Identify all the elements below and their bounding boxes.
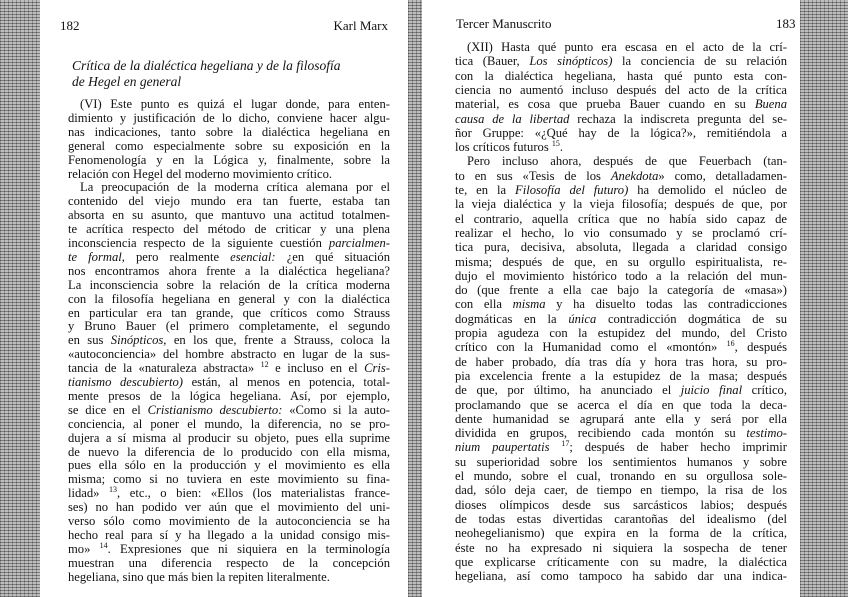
text-segment: que explicarse críticamente con su madre, la dialéctica: [455, 554, 787, 569]
text-line: [455, 512, 787, 526]
text-line: [455, 197, 787, 211]
text-segment: dujera a sí misma al producir su objeto, pues ella suprime: [68, 430, 390, 445]
text-line: [455, 569, 787, 583]
text-segment: realizar el hecho, lo vio consumado y se proclamó crí-: [455, 225, 787, 240]
text-segment: Pero incluso ahora, después de que Feuerbach (tan-: [467, 154, 787, 169]
text-segment: pues ella sólo en la producción y el movimiento es ella: [68, 458, 390, 473]
text-line: [68, 153, 390, 167]
text-segment: [549, 440, 561, 454]
text-segment: el contrario, aquella crítica que no había sido capaz de: [455, 211, 787, 226]
text-segment: de todas estas divertidas carantoñas del idealismo (del: [455, 511, 787, 526]
text-segment: mo»: [68, 541, 100, 556]
running-head: Karl Marx: [333, 18, 388, 33]
section-title-line: Crítica de la dialéctica hegeliana y de la filosofía: [72, 58, 341, 73]
text-line: [68, 500, 390, 514]
text-segment: se dice en el: [68, 402, 148, 417]
text-segment: y ha disuelto todas las contradicciones: [545, 297, 787, 312]
italic-text: Anekdota: [610, 168, 659, 183]
text-segment: contradicción dogmática de su: [596, 311, 787, 326]
text-segment: relación con Hegel del moderno movimiento crítico.: [68, 166, 333, 181]
text-line: [68, 306, 390, 320]
text-line: [455, 297, 787, 311]
text-line: [455, 226, 787, 240]
text-segment: están, al menos en potencia, total-: [182, 375, 391, 389]
italic-text: parcialmen-: [328, 236, 390, 250]
page-number: 183: [776, 16, 796, 31]
text-segment: dividida en grupos, recibiendo cada montón su: [455, 426, 747, 441]
text-segment: La preocupación de la moderna crítica alemana por el: [80, 180, 390, 195]
text-line: [455, 269, 787, 283]
text-segment: Fenomenología y en la Lógica y, finalmente, sobre la: [68, 152, 390, 167]
text-line: [68, 375, 390, 389]
text-line: [68, 417, 390, 431]
text-line: [455, 541, 787, 555]
text-segment: rechaza la indiscreta pregunta del se-: [569, 111, 787, 126]
text-line: [68, 556, 390, 570]
text-segment: hegeliana, sino que más bien la repiten literalmente.: [68, 569, 330, 584]
right-page: [422, 0, 802, 597]
text-segment: ciencia no aumentó incluso después del acto de la crítica: [455, 82, 787, 97]
text-line: [455, 526, 787, 540]
text-segment: (XII) Hasta qué punto era escasa en el acto de la crí-: [467, 40, 787, 54]
text-line: [68, 361, 390, 375]
text-segment: crítico con la Humanidad como el «montón»: [455, 340, 727, 355]
text-line: [455, 326, 787, 340]
text-line: [455, 83, 787, 97]
text-segment: dioses olímpicos desde sus sarcásticos labios; después: [455, 497, 787, 512]
text-line: [455, 283, 787, 297]
text-segment: dogmáticas en la: [455, 311, 569, 326]
italic-text: Filosofía del futuro): [515, 183, 629, 197]
text-line: [455, 369, 787, 383]
italic-text: causa de la libertad: [455, 111, 570, 126]
text-segment: con ella: [455, 297, 513, 312]
italic-text: misma: [512, 297, 546, 312]
italic-text: Buena: [754, 97, 787, 112]
text-segment: propia agudeza con la estupidez del mundo, del Cristo: [455, 326, 787, 340]
text-segment: inconsciencia respecto de la siguiente cuestión: [68, 236, 329, 250]
text-segment: mente presos de la lógica hegeliana. Así, por ejemplo,: [68, 388, 390, 403]
text-segment: to en sus «Tesis de los: [455, 168, 611, 183]
italic-text: testimo-: [746, 426, 787, 441]
text-segment: lidad»: [68, 486, 110, 501]
text-segment: dente humanidad se agrupará ante ella y será por ella: [455, 411, 787, 426]
text-segment: de haber probado, día tras día y hora tras hora, su pro-: [455, 354, 787, 369]
italic-text: te formal,: [68, 249, 125, 264]
text-segment: te, en la: [455, 183, 516, 197]
text-segment: neohegelianismo) que expira en la forma de la crítica,: [455, 526, 787, 541]
text-line: [455, 555, 787, 569]
text-line: [455, 340, 787, 354]
footnote-ref: 16: [726, 339, 735, 349]
text-line: [455, 398, 787, 412]
text-line: [68, 486, 390, 500]
text-line: [455, 69, 787, 83]
text-segment: dujo el movimiento histórico todo a la relación del mun-: [455, 268, 787, 283]
text-segment: conciencia, al poner el mundo, la diferencia, no se pro-: [68, 416, 390, 431]
text-segment: en sus: [68, 333, 111, 348]
text-segment: ñor Gruppe: «¿Qué hay de la lógica?», remitiéndola a: [455, 125, 787, 140]
footnote-ref: 13: [109, 485, 118, 494]
text-segment: .: [559, 140, 564, 155]
text-segment: misma; después de que, en su orgullo espiritualista, re-: [455, 254, 787, 269]
text-line: [68, 264, 390, 278]
text-line: [455, 126, 787, 140]
footnote-ref: 12: [260, 359, 269, 369]
text-line: [68, 97, 390, 111]
page-number: 182: [60, 18, 80, 33]
text-line: [68, 347, 390, 361]
text-line: [455, 240, 787, 254]
text-line: [68, 542, 390, 556]
text-segment: éste no ha expresado ni siquiera la sospecha de tener: [455, 540, 787, 555]
text-line: [455, 498, 787, 512]
text-segment: te acrítica respecto del método de criticar y una plena: [68, 222, 390, 237]
text-segment: «autoconciencia» del hombre abstracto en lugar de la sus-: [68, 347, 390, 362]
text-line: [455, 469, 787, 483]
text-line: [455, 412, 787, 426]
text-segment: con la dialéctica hegeliana, hasta qué punto esta con-: [455, 68, 787, 83]
text-line: [455, 140, 787, 154]
text-line: [455, 455, 787, 469]
text-line: [68, 180, 390, 194]
text-segment: » como, detalladamen-: [658, 168, 787, 183]
text-segment: la conciencia de su relación: [612, 54, 788, 69]
footnote-ref: 15: [551, 138, 560, 148]
text-line: [68, 208, 390, 222]
footnote-ref: 14: [99, 540, 108, 550]
text-segment: la vieja dialéctica y la vieja filosofía; después de que, por: [455, 197, 787, 212]
text-line: [68, 333, 390, 347]
italic-text: juicio final: [680, 383, 743, 398]
text-segment: muestran una diferencia respecto de la concepción: [68, 555, 390, 570]
text-segment: de nuevo la diferencia de lo producido con ella misma,: [68, 444, 390, 459]
text-line: [68, 250, 390, 264]
text-line: [68, 528, 390, 542]
text-segment: dad, sólo deja caer, de tiempo en tiempo, la risa de los: [455, 483, 787, 498]
italic-text: esencial:: [230, 249, 276, 264]
text-segment: ; después de haber hecho imprimir: [569, 440, 787, 455]
text-line: [68, 514, 390, 528]
text-segment: e incluso en el: [268, 361, 365, 376]
text-segment: do (que frente a ella cae bajo la categoría de «masa»): [455, 283, 787, 298]
text-segment: , etc., o bien: «Ellos (los materialistas france-: [117, 486, 390, 501]
text-line: [455, 169, 787, 183]
text-segment: material, es cosa que prueba Bauer cuando en su: [455, 97, 755, 112]
text-line: [68, 403, 390, 417]
text-segment: pero realmente: [124, 249, 231, 264]
text-segment: nos encontramos ahora frente a la dialéctica hegeliana?: [68, 263, 390, 278]
text-segment: ses) no han podido ver aún que el movimiento del uni-: [68, 500, 390, 515]
italic-text: tianismo descubierto): [68, 375, 183, 389]
text-line: [68, 167, 390, 181]
text-segment: , después: [734, 340, 787, 355]
running-head: Tercer Manuscrito: [456, 16, 552, 31]
text-segment: su superioridad sobre los sentimientos humanos y sobre: [455, 454, 787, 469]
text-line: [455, 255, 787, 269]
text-line: [455, 426, 787, 440]
text-segment: (VI) Este punto es quizá el lugar donde, para enten-: [80, 97, 390, 111]
text-line: [68, 278, 390, 292]
text-line: [455, 355, 787, 369]
footnote-ref: 17: [561, 439, 570, 449]
italic-text: nium paupertatis: [455, 440, 550, 455]
text-segment: hegeliana, así como tampoco ha sabido dar una indica-: [455, 569, 787, 584]
text-line: [68, 236, 390, 250]
text-line: [455, 483, 787, 497]
italic-text: Cris-: [364, 361, 391, 376]
text-line: [68, 125, 390, 139]
text-line: [68, 139, 390, 153]
text-segment: absorta en su asunto, que mantuvo una actitud totalmen-: [68, 208, 390, 223]
text-line: [68, 292, 390, 306]
text-line: [455, 312, 787, 326]
text-line: [68, 319, 390, 333]
text-segment: tica (Bauer,: [455, 54, 530, 69]
text-segment: y Bruno Bauer (el primero completamente, el segundo: [68, 319, 390, 334]
text-line: [68, 389, 390, 403]
text-segment: misma; como si no tuviera en este movimiento su fina-: [68, 472, 390, 487]
text-segment: en los que, frente a Strauss, coloca la: [166, 333, 390, 348]
text-segment: hecho real para sí y ha llegado a la unidad consigo mis-: [68, 527, 390, 542]
section-title-line: de Hegel en general: [72, 74, 182, 89]
text-line: [455, 54, 787, 68]
text-segment: nas indicaciones, tanto sobre la dialéctica hegeliana en: [68, 124, 390, 139]
text-line: [455, 383, 787, 397]
text-segment: ha demolido el núcleo de: [628, 183, 787, 197]
text-line: [455, 212, 787, 226]
text-segment: dimiento y justificación de lo dicho, conviene hacer algu-: [68, 110, 390, 125]
scan-edge-right: [800, 0, 848, 597]
text-segment: pia excelencia frente a la estupidez de la masa; después: [455, 368, 787, 383]
text-line: [455, 154, 787, 168]
text-segment: tancia de la «naturaleza abstracta»: [68, 361, 261, 376]
text-line: [68, 222, 390, 236]
text-segment: el mundo, sobre el cual, tronando en su orgullosa sole-: [455, 469, 787, 483]
italic-text: Los sinópticos): [529, 54, 613, 69]
scan-edge-left: [0, 0, 44, 597]
text-segment: tica pura, decisiva, absoluta, llegada a claridad consigo: [455, 240, 787, 255]
text-line: [68, 111, 390, 125]
italic-text: Cristianismo descubierto:: [147, 402, 283, 417]
text-line: [68, 458, 390, 472]
text-segment: general como especialmente sobre su exposición en la: [68, 138, 390, 153]
text-line: [455, 97, 787, 111]
text-line: [455, 112, 787, 126]
text-line: [455, 183, 787, 197]
text-segment: La inconsciencia sobre la relación de la crítica moderna: [68, 277, 390, 292]
italic-text: única: [568, 311, 597, 326]
text-segment: «Como si la auto-: [282, 402, 390, 417]
text-line: [455, 440, 787, 454]
text-segment: con la filosofía hegeliana en general y con la dialéctica: [68, 291, 390, 306]
text-segment: en particular era tan grande, que críticos como Strauss: [68, 305, 390, 320]
text-line: [68, 445, 390, 459]
text-segment: contenido del viejo mundo era tan fuerte, estaba tan: [68, 194, 390, 209]
text-line: [68, 570, 390, 584]
italic-text: Sinópticos,: [110, 333, 167, 348]
text-segment: proclamando que se acerca el día en que toda la deca-: [455, 397, 787, 412]
text-segment: crítico,: [742, 383, 787, 398]
text-line: [68, 194, 390, 208]
left-page: [40, 0, 410, 597]
text-segment: ¿en qué situación: [275, 249, 390, 264]
text-segment: . Expresiones que ni siquiera en la terminología: [107, 541, 390, 556]
text-line: [455, 40, 787, 54]
text-segment: de que, por último, ha anunciado el: [455, 383, 681, 398]
text-segment: verso sólo como movimiento de la autoconciencia se ha: [68, 514, 390, 528]
text-line: [68, 431, 390, 445]
text-segment: los críticos futuros: [455, 140, 552, 155]
